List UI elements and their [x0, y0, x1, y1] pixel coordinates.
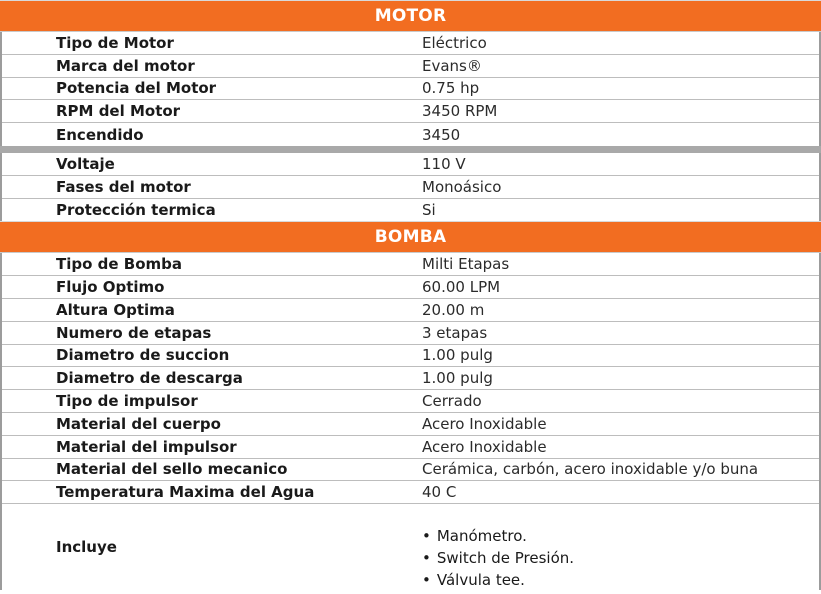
- spec-row: [2, 345, 819, 368]
- list-item: • Switch de Presión.: [422, 547, 574, 569]
- spec-value: Milti Etapas: [422, 255, 510, 274]
- spec-row: [2, 253, 819, 276]
- spec-value: Acero Inoxidable: [422, 414, 547, 433]
- spec-value: 110 V: [422, 154, 466, 173]
- spec-value: Si: [422, 200, 436, 219]
- spec-row: [2, 32, 819, 55]
- spec-row: [2, 78, 819, 101]
- list-item: • Manómetro.: [422, 525, 574, 547]
- includes-row: [2, 504, 819, 590]
- motor-group-2: [0, 153, 821, 221]
- spec-row: [2, 481, 819, 504]
- list-item: • Válvula tee.: [422, 569, 574, 591]
- spec-label: Tipo de impulsor: [56, 392, 198, 411]
- spec-label: Tipo de Motor: [56, 33, 174, 52]
- spec-label: Marca del motor: [56, 56, 195, 75]
- spec-row: [2, 322, 819, 345]
- spec-label: Fases del motor: [56, 177, 191, 196]
- spec-value: Cerrado: [422, 392, 482, 411]
- spec-value: 0.75 hp: [422, 79, 480, 98]
- spec-value: 3 etapas: [422, 323, 488, 342]
- spec-label: Altura Optima: [56, 300, 175, 319]
- includes-list: [422, 503, 574, 591]
- spec-label: Temperatura Maxima del Agua: [56, 483, 315, 502]
- spec-value: Acero Inoxidable: [422, 437, 547, 456]
- spec-value: 20.00 m: [422, 300, 485, 319]
- spec-label: Material del cuerpo: [56, 414, 221, 433]
- spec-label: Potencia del Motor: [56, 79, 217, 98]
- spec-value: Eléctrico: [422, 33, 487, 52]
- spec-value: 60.00 LPM: [422, 278, 501, 297]
- spec-value: Evans®: [422, 56, 482, 75]
- motor-section-header: [0, 0, 821, 32]
- motor-group-1: [0, 32, 821, 146]
- spec-value: 3450 RPM: [422, 102, 498, 121]
- spec-value: Cerámica, carbón, acero inoxidable y/o buna: [422, 460, 759, 479]
- spec-value: 3450: [422, 125, 461, 144]
- spec-label: RPM del Motor: [56, 102, 181, 121]
- bomba-section-title: BOMBA: [374, 227, 447, 248]
- bomba-section-header: [0, 221, 821, 253]
- spec-row: [2, 367, 819, 390]
- spec-label: Encendido: [56, 125, 144, 144]
- spec-label: Flujo Optimo: [56, 278, 165, 297]
- spec-row: [2, 199, 819, 222]
- spec-label: Material del sello mecanico: [56, 460, 288, 479]
- spec-row: [2, 390, 819, 413]
- spec-row: [2, 413, 819, 436]
- spec-row: [2, 299, 819, 322]
- spec-label: Protección termica: [56, 200, 216, 219]
- spec-label: Diametro de descarga: [56, 369, 243, 388]
- spec-row: [2, 153, 819, 176]
- spec-row: [2, 459, 819, 482]
- spec-row: [2, 176, 819, 199]
- motor-section-title: MOTOR: [374, 6, 447, 26]
- spec-label: Material del impulsor: [56, 437, 237, 456]
- spec-row: [2, 100, 819, 123]
- spec-row: [2, 55, 819, 78]
- spec-row: [2, 123, 819, 146]
- spec-row: [2, 436, 819, 459]
- includes-label: Incluye: [56, 538, 117, 557]
- spec-value: 1.00 pulg: [422, 346, 493, 365]
- spec-value: 1.00 pulg: [422, 369, 493, 388]
- spec-row: [2, 276, 819, 299]
- bomba-group: [0, 253, 821, 590]
- group-separator: [0, 146, 821, 153]
- spec-value: 40 C: [422, 483, 457, 502]
- spec-label: Voltaje: [56, 154, 115, 173]
- spec-label: Tipo de Bomba: [56, 255, 182, 274]
- spec-label: Diametro de succion: [56, 346, 230, 365]
- spec-label: Numero de etapas: [56, 323, 212, 342]
- spec-value: Monoásico: [422, 177, 502, 196]
